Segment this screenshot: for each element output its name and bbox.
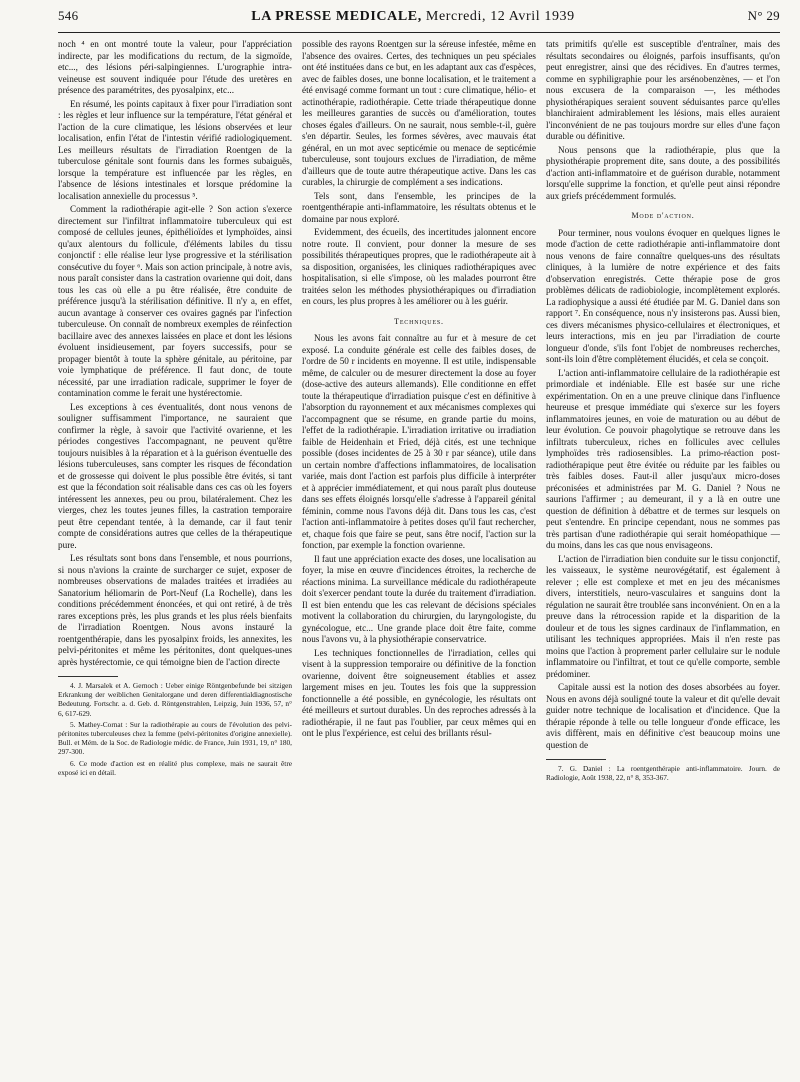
issue-date: Mercredi, 12 Avril 1939 bbox=[425, 9, 575, 24]
paragraph: noch ⁴ en ont montré toute la valeur, pour l'appréciation indirecte, par les modifications du rectum, de la sigmoïde, etc..., des lésions péri-salpingiennes. L'urographie intra-veineuse est souvent indiquée pour l'étude des uretères en présence des paramétrites, des pyosalpinx, etc... bbox=[58, 39, 292, 95]
paragraph: Nous les avons fait connaître au fur et à mesure de cet exposé. La conduite générale est celle des faibles doses, de l'ordre de 50 r incidents en moyenne. Il est utile, indispensable même, de calculer ou de mesurer directement la dose au foyer (dose-active des auteurs allemands). Elle conditionne en effet toute la thérapeutique d'irradiation puisque c'est en définitive à l'absorption du rayonnement et aux mécanismes complexes qui l'accompagnent que se résume, en grande partie du moins, l'effet de la radiothérapie. L'irradiation irritative ou irradiation faible de Heidenhain et Fried, déjà cités, est une technique possible (doses incidentes de 25 à 30 r par séance), utile dans un certain nombre d'affections inflammatoires, de localisation variée, mais dont l'action est parfois plus difficile à interpréter et à apprécier immédiatement, et qui nous paraît plus douteuse dans ses effets éloignés lorsqu'elle s'adresse à l'appareil génital féminin, comme nous l'avons déjà dit. Dans tous les cas, c'est l'action anti-inflammatoire à petites doses qu'il faut rechercher, et, chaque fois que faire se peut, sans être nocif, l'action sur la fonction, par exemple la fonction ovarienne. bbox=[302, 333, 536, 550]
column-left bbox=[58, 39, 292, 784]
footnote: 4. J. Marsalek et A. Gernoch : Ueber einige Röntgenbefunde bei sitzigen Erkrankung der weiblichen Genitalorgane und deren differentialdiagnostische Bedeutung. Fortschr. a. d. Geb. d. Röntgenstrahlen, Leipzig, Juin 1936, 57, n° 6, 617-629. bbox=[58, 681, 292, 718]
issue-number: N° 29 bbox=[747, 8, 780, 23]
footnote: 7. G. Daniel : La roentgenthérapie anti-inflammatoire. Journ. de Radiologie, Août 1938, 22, n° 8, 353-367. bbox=[546, 764, 780, 783]
paragraph: L'action anti-inflammatoire cellulaire de la radiothérapie est primordiale et indéniable. Elle est basée sur une riche expérimentation. On en a une preuve clinique dans l'influence heureuse et presque immédiate qui s'exerce sur les foyers inflammatoires jeunes, en voie de maturation ou au début de leur évolution. Ce pouvoir phagolytique se retrouve dans les infiltrats tuberculeux, riches en follicules avec cellules lymphoïdes très radiosensibles. La primo-réaction post-radiothérapique peut être évitée ou réduite par les faibles ou très faibles doses. Faut-il aller jusqu'aux micro-doses préconisées et administrées par M. G. Daniel ? Nous ne saurions l'affirmer ; au demeurant, il y a là en outre une question de définition à débattre et de termes sur lesquels on peut s'entendre. En principe cependant, nous ne sommes pas très partisan d'une radiothérapie qui serait homéopathique — du moins, dans les cas que nous envisageons. bbox=[546, 367, 780, 550]
paragraph: Les techniques fonctionnelles de l'irradiation, celles qui visent à la suppression temporaire ou définitive de la fonction ovarienne, doivent être soigneusement établies et assez largement mises en jeu. Toutes les fois que la suppression fonctionnelle a été possible, en gynécologie, les résultats ont été meilleurs et surtout durables. Un des reproches adressés à la radiothérapie, il ne faut pas l'oublier, par ceux mêmes qui en ont le plus l'expérience, est celui des brillants résul- bbox=[302, 647, 536, 738]
column-right bbox=[546, 39, 780, 784]
paragraph: Pour terminer, nous voulons évoquer en quelques lignes le mode d'action de cette radiothérapie anti-inflammatoire dont nous venons de faire connaître quelques-uns des résultats cliniques, à la lumière de notre expérience et des faits d'observation enregistrés. Cette thérapie pose de gros problèmes délicats de radiobiologie, incomplètement explorés. La radiophysique a aussi été étudiée par M. G. Daniel dans son rapport ⁷. En conséquence, nous n'y insisterons pas. Aussi bien, ces divers mécanismes physico-cellulaires et électroniques, et leurs interactions, mis en jeu par l'irradiation de courte longueur d'onde, s'ils font l'objet de nombreuses recherches, sont-ils loin d'être complètement élucidés, et cela se conçoit. bbox=[546, 227, 780, 364]
paragraph: En résumé, les points capitaux à fixer pour l'irradiation sont : les règles et leur influence sur la température, l'état général et l'action de la cure climatique, les lésions observées et leur localisation, enfin l'état de l'intestin vérifié radiologiquement. Les meilleurs résultats de l'irradiation Roentgen de la tuberculose génitale sont fournis dans les formes subaiguës, lorsque la température est influencée par les règles, en l'absence de lésions intestinales et lorsque prédomine la localisation annexielle du processus ⁵. bbox=[58, 98, 292, 201]
paragraph: possible des rayons Roentgen sur la séreuse infestée, même en l'absence des ovaires. Certes, des techniques un peu spéciales ont été instituées dans ce but, en les adaptant aux cas d'espèces, avec de faibles doses, une bonne localisation, et le traitement a été envisagé comme formant un tout : cure climatique, hélio- et actinothérapie, radiothérapie. Cette triade thérapeutique donne les meilleures garanties de succès ou d'amélioration, toutes choses égales d'ailleurs. On ne saurait, nous semble-t-il, guère s'en départir. Seules, les formes sévères, avec mauvais état général, en un mot avec septicémie ou menace de septicémie tuberculeuse, sont toujours exclues de l'irradiation, de même d'ailleurs que de toute autre thérapeutique active. Dans les cas curables, la chirurgie de complément a ses indications. bbox=[302, 39, 536, 187]
paragraph: Il faut une appréciation exacte des doses, une localisation au foyer, la mise en œuvre d'incidences étroites, la recherche de réactions minima. La surveillance médicale du radiothérapeute doit s'exercer pendant toute la durée du traitement d'irradiation. Il est bien entendu que les cas relevant de décisions spéciales motivent la collaboration du chirurgien, du laryngologiste, du gynécologue, etc... Une grande place doit être faite, comme nous l'avons vu, à la physiothérapie conservatrice. bbox=[302, 553, 536, 644]
paragraph: Evidemment, des écueils, des incertitudes jalonnent encore notre route. Il convient, pour donner la mesure de ses possibilités thérapeutiques propres, que le radiothérapeute ait à sa disposition, organisées, les cliniques radiothérapiques avec hospitalisation, si elle s'impose, où les malades pourront être traitées selon les méthodes physiothérapiques ou d'irradiation en cours, les plus propres à les améliorer ou à les guérir. bbox=[302, 227, 536, 306]
section-heading: Mode d'action. bbox=[631, 211, 695, 220]
page-header bbox=[58, 8, 780, 30]
journal-title: LA PRESSE MEDICALE, bbox=[251, 9, 422, 24]
column-middle bbox=[302, 39, 536, 784]
page-number: 546 bbox=[58, 8, 79, 23]
paragraph: Capitale aussi est la notion des doses absorbées au foyer. Nous en avons déjà souligné toute la valeur et dit qu'elle devait guider notre technique de localisation et d'incidence. Que la thérapie réponde à telle ou telle longueur d'onde efficace, les avis diffèrent, mais en définitive c'est beaucoup moins une question de bbox=[546, 682, 780, 750]
paragraph: L'action de l'irradiation bien conduite sur le tissu conjonctif, les vaisseaux, le système neurovégétatif, est également à relever ; elle est complexe et met en jeu des mécanismes divers, interstitiels, neuro-vasculaires et sanguins dont la régulation ne saurait être troublée sans inconvénient. On en a la preuve dans la rétrocession rapide et la disparition de la douleur et de tous les signes cardinaux de l'inflammation, en utilisant les techniques appropriées. Mais il n'en reste pas moins que l'action à proprement parler cellulaire sur le nodule inflammatoire ou l'infiltrat, et tout ce qu'elle comporte, semble prédominer. bbox=[546, 553, 780, 679]
footnote-rule bbox=[546, 759, 606, 760]
header-rule bbox=[58, 32, 780, 33]
footnote: 5. Mathey-Cornat : Sur la radiothérapie au cours de l'évolution des pelvi-péritonites tuberculeuses chez la femme (pelvi-péritonites d'origine annexielle). Bull. et Mém. de la Soc. de Radiologie médic. de France, Juin 1931, 19, n° 180, 297-300. bbox=[58, 719, 292, 757]
paragraph: Nous pensons que la radiothérapie, plus que la physiothérapie proprement dite, sans doute, a des possibilités d'action anti-inflammatoire et de guérison durable, notamment lorsqu'elle supprime la fonction, et qu'elle peut ainsi répondre aux griefs précédemment formulés. bbox=[546, 144, 780, 201]
footnote-rule bbox=[58, 676, 118, 677]
paragraph: Comment la radiothérapie agit-elle ? Son action s'exerce directement sur l'infiltrat inflammatoire tuberculeux qui est composé de cellules jeunes, épithélioïdes et lymphoïdes, ainsi qu'aux alentours du follicule, d'éléments labiles du tissu conjonctif : elle réalise leur lyse progressive et la stérilisation consécutive du foyer ⁶. Mais son action principale, à notre avis, nous paraît consister dans la castration ovarienne qui doit, dans tous les cas où elle a pu être réalisée, être conduite de préférence jusqu'à la stérilisation définitive. Il n'y a, en effet, aucun avantage à conserver ces ovaires gagnés par l'infection tuberculeuse. On connaît de nombreux exemples de réinfection bacillaire avec des annexes laissées en place et dont les lésions évoluent insidieusement, par foyers successifs, pour se propager bientôt à toute la sphère génitale, au péritoine, par voie lymphatique de préférence. Il faut donc, de toute nécessité, par une irradiation radicale, supprimer le foyer de contamination comme le ferait une hystérectomie. bbox=[58, 204, 292, 398]
footnote: 6. Ce mode d'action est en réalité plus complexe, mais ne saurait être exposé ici en détail. bbox=[58, 758, 292, 777]
paragraph: Les résultats sont bons dans l'ensemble, et nous pourrions, si nous n'avions la crainte de surcharger ce sujet, exposer de nombreuses observations de malades traitées et irradiées au Sanatorium héliomarin de Port-Neuf (La Rochelle), dans les conditions précédemment énoncées, et qui ont retiré, à de très rares exceptions près, les plus grands et les plus réels bienfaits de l'irradiation Roentgen. Nous avons instauré la roentgenthérapie, dans les pyosalpinx froids, les annexites, les pelvi-péritonites et même les péritonites, dont quelques-unes après hystérectomie, ce qui témoigne bien de l'action directe bbox=[58, 553, 292, 667]
paragraph: tats primitifs qu'elle est susceptible d'entraîner, mais des résultats secondaires ou éloignés, parfois insuffisants, qu'on peut enregistrer, ainsi que des récidives. En d'autres termes, comme en syphiligraphie pour les arsénobenzènes, — et l'on nous excusera de la comparaison —, les méthodes physiothérapiques seraient souvent séduisantes parce qu'elles blanchiraient admirablement les lésions, mais elles auraient l'inconvénient de ne pas toujours mordre sur elles d'une façon durable ou définitive. bbox=[546, 39, 780, 141]
paragraph: Tels sont, dans l'ensemble, les principes de la roentgenthérapie anti-inflammatoire, les résultats obtenus et le domaine par nous exploré. bbox=[302, 190, 536, 224]
paragraph: Les exceptions à ces éventualités, dont nous venons de souligner suffisamment l'importance, ne sauraient que confirmer la règle, à savoir que l'activité ovarienne, et les périodes congestives l'accompagnant, ne peuvent qu'être toujours nuisibles à la réparation et à la guérison éventuelle des lésions tuberculeuses, sans compter les risques de fécondation et de grossesse qui doivent le plus possible être évités, si tant est que la fécondation soit réalisable dans ces cas où les foyers intéressent les annexes, peu ou prou, bilatéralement. Chez les vierges, chez les toutes jeunes filles, la castration temporaire peut être cependant tentée, à la demande, car il faut tenir compte de considérations autres que celles de la thérapeutique pure. bbox=[58, 401, 292, 550]
journal-masthead bbox=[251, 9, 574, 25]
section-heading: Techniques. bbox=[394, 316, 444, 326]
article-columns bbox=[58, 39, 780, 784]
